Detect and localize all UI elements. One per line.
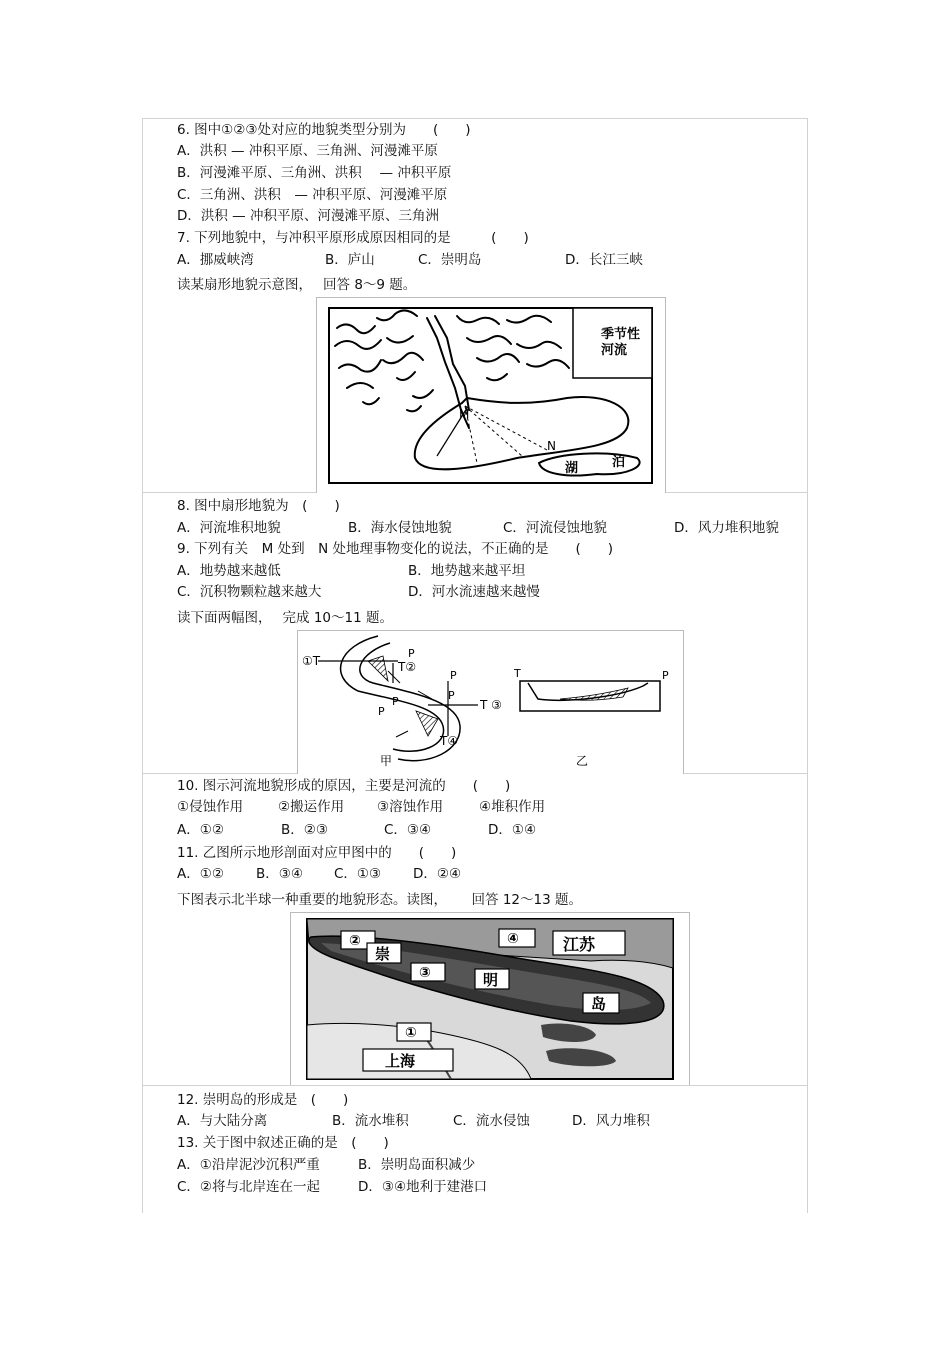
- label-yi: 乙: [576, 754, 589, 768]
- question-11-option-c: C．①③: [334, 866, 382, 882]
- question-7-option-a: A．挪威峡湾: [177, 252, 254, 268]
- question-6-option-b: B．河漫滩平原、三角洲、洪积 — 冲积平原: [177, 165, 452, 181]
- question-11-option-a: A．①②: [177, 866, 224, 882]
- label-dao: 岛: [591, 995, 607, 1013]
- question-8-option-a: A．河流堆积地貌: [177, 520, 281, 536]
- question-7-option-c: C．崇明岛: [418, 252, 482, 268]
- river-meander-figure: [297, 630, 684, 774]
- question-7-option-b: B．庐山: [325, 252, 375, 268]
- question-9-option-d: D．河水流速越来越慢: [408, 584, 540, 600]
- question-11-option-d: D．②④: [413, 866, 462, 882]
- legend-label-seasonal: 季节性: [601, 327, 641, 342]
- question-6-option-d: D．洪积 — 冲积平原、河漫滩平原、三角洲: [177, 208, 439, 224]
- marker-2: ②: [349, 933, 361, 949]
- chongming-island-map: [290, 912, 690, 1085]
- label-t1: ①T: [302, 654, 321, 668]
- question-9-option-c: C．沉积物颗粒越来越大: [177, 584, 322, 600]
- marker-4: ④: [507, 931, 519, 947]
- question-10-choice-2: ②搬运作用: [278, 799, 345, 815]
- question-8-option-b: B．海水侵蚀地貌: [348, 520, 452, 536]
- label-yi-t: T: [514, 667, 521, 680]
- question-11-option-b: B．③④: [256, 866, 303, 882]
- label-ming: 明: [483, 971, 499, 989]
- intro-10-11: 读下面两幅图， 完成 10～11 题。: [177, 610, 393, 626]
- question-9-stem: 9. 下列有关 M 处到 N 处地理事物变化的说法，不正确的是 ( ): [177, 541, 614, 557]
- intro-8-9: 读某扇形地貌示意图， 回答 8～9 题。: [177, 277, 417, 293]
- question-11-stem: 11. 乙图所示地形剖面对应甲图中的 ( ): [177, 845, 457, 861]
- alluvial-fan-figure: [316, 297, 666, 493]
- question-12-option-d: D．风力堆积: [572, 1113, 650, 1129]
- question-9-option-a: A．地势越来越低: [177, 563, 281, 579]
- question-10-stem: 10. 图示河流地貌形成的原因，主要是河流的 ( ): [177, 778, 511, 794]
- intro-12-13: 下图表示北半球一种重要的地貌形态。读图， 回答 12～13 题。: [177, 892, 582, 908]
- question-10-option-b: B．②③: [281, 822, 328, 838]
- label-chong: 崇: [375, 945, 391, 963]
- label-jia: 甲: [380, 754, 393, 768]
- lake-label-1: 湖: [565, 461, 579, 476]
- question-10-option-d: D．①④: [488, 822, 537, 838]
- question-12-option-c: C．流水侵蚀: [453, 1113, 530, 1129]
- question-13-option-b: B．崇明岛面积减少: [358, 1157, 476, 1173]
- question-10-option-a: A．①②: [177, 822, 224, 838]
- question-10-choice-1: ①侵蚀作用: [177, 799, 244, 815]
- question-9-option-b: B．地势越来越平坦: [408, 563, 526, 579]
- question-12-stem: 12. 崇明岛的形成是 ( ): [177, 1092, 349, 1108]
- question-13-option-d: D．③④地利于建港口: [358, 1179, 488, 1195]
- point-n-label: N: [547, 439, 556, 453]
- question-12-option-b: B．流水堆积: [332, 1113, 409, 1129]
- question-10-option-c: C．③④: [384, 822, 432, 838]
- question-8-stem: 8. 图中扇形地貌为 ( ): [177, 498, 340, 514]
- question-7-option-d: D．长江三峡: [565, 252, 643, 268]
- divider: [142, 118, 807, 119]
- label-t2: T②: [398, 660, 417, 674]
- question-7-stem: 7. 下列地貌中，与冲积平原形成原因相同的是 ( ): [177, 230, 529, 246]
- point-m-label: M: [459, 407, 470, 421]
- label-p-upper: P: [408, 647, 415, 660]
- label-yi-p: P: [662, 669, 669, 682]
- question-10-choice-4: ④堆积作用: [479, 799, 546, 815]
- question-6-stem: 6. 图中①②③处对应的地貌类型分别为 ( ): [177, 122, 471, 138]
- lake-label-2: 泊: [612, 455, 626, 470]
- label-shanghai: 上海: [385, 1052, 416, 1070]
- label-p-left: P: [378, 705, 385, 718]
- question-13-option-a: A．①沿岸泥沙沉积严重: [177, 1157, 320, 1173]
- question-12-option-a: A．与大陆分离: [177, 1113, 268, 1129]
- divider: [142, 1085, 807, 1086]
- question-13-option-c: C．②将与北岸连在一起: [177, 1179, 321, 1195]
- question-10-choice-3: ③溶蚀作用: [377, 799, 444, 815]
- label-t4: T④: [440, 734, 459, 748]
- marker-3: ③: [419, 965, 431, 981]
- question-6-option-a: A．洪积 — 冲积平原、三角洲、河漫滩平原: [177, 143, 438, 159]
- question-8-option-c: C．河流侵蚀地貌: [503, 520, 607, 536]
- label-t3: T ③: [480, 698, 502, 712]
- legend-label-river: 河流: [601, 343, 628, 358]
- question-8-option-d: D．风力堆积地貌: [674, 520, 779, 536]
- label-p-mid: P: [448, 689, 455, 702]
- label-p-right: P: [450, 669, 457, 682]
- label-p-lower: P: [392, 695, 399, 708]
- label-jiangsu: 江苏: [563, 935, 596, 954]
- marker-1: ①: [405, 1025, 417, 1041]
- question-13-stem: 13. 关于图中叙述正确的是 ( ): [177, 1135, 389, 1151]
- question-6-option-c: C．三角洲、洪积 — 冲积平原、河漫滩平原: [177, 187, 448, 203]
